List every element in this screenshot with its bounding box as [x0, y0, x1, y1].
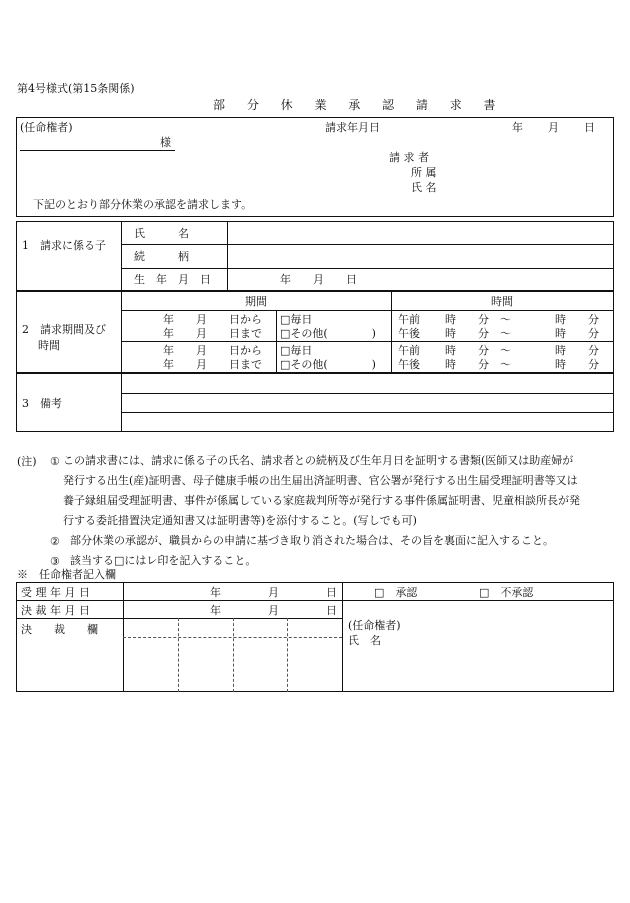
form-number: 第4号様式(第15条関係) — [17, 82, 135, 95]
period-row-2-ampm: 午後 — [398, 327, 420, 340]
period-row-3-ampm: 午前 — [398, 344, 420, 357]
request-date-year: 年 — [512, 121, 523, 134]
time-header: 時間 — [491, 295, 513, 308]
period-row-3-time: 時 分 ～ 時 分 — [445, 344, 599, 357]
notes-prefix: (注) — [17, 455, 37, 468]
requester-label: 請 求 者 — [389, 151, 429, 164]
period-row-1-time: 時 分 ～ 時 分 — [445, 313, 599, 326]
period-section-label-2: 時間 — [38, 339, 60, 352]
request-statement: 下記のとおり部分休業の承認を請求します。 — [33, 198, 253, 211]
period-row-1-date: 年 月 日から — [163, 313, 262, 326]
period-row-1-option: □毎日 — [280, 313, 313, 326]
period-row-3-date: 年 月 日から — [163, 344, 262, 357]
note-3-mark: ③ — [50, 555, 60, 568]
appointer-label: (任命権者) — [20, 121, 73, 134]
decision-column-label: 決 裁 欄 — [21, 623, 98, 636]
child-birth-label: 生 年 月 日 — [134, 273, 211, 286]
request-date-day: 日 — [584, 121, 595, 134]
child-name-label: 氏 名 — [134, 227, 189, 240]
appointer-name-label: (任命権者) — [348, 619, 401, 632]
note-1-mark: ① — [50, 455, 60, 468]
affiliation-label: 所 属 — [411, 166, 437, 179]
appointer-signature-label: 氏 名 — [348, 634, 381, 647]
period-row-2-time: 時 分 ～ 時 分 — [445, 327, 599, 340]
period-row-2-option: □その他( ) — [280, 327, 376, 340]
decision-day: 日 — [326, 604, 337, 617]
receipt-year: 年 — [210, 586, 221, 599]
note-1-line-1: この請求書には、請求に係る子の氏名、請求者との続柄及び生年月日を証明する書類(医師又は助産婦が — [63, 454, 574, 467]
note-2-mark: ② — [50, 535, 60, 548]
name-label: 氏 名 — [411, 181, 437, 194]
period-row-3-option: □毎日 — [280, 344, 313, 357]
child-relation-label: 続 柄 — [134, 250, 189, 263]
period-section-label-1: 2 請求期間及び — [22, 323, 106, 336]
period-row-4-date: 年 月 日まで — [163, 358, 262, 371]
receipt-month: 月 — [268, 586, 279, 599]
page-title: 部 分 休 業 承 認 請 求 書 — [213, 98, 505, 112]
remarks-section — [16, 373, 614, 432]
sama-label: 様 — [160, 136, 171, 149]
note-3: 該当する□にはレ印を記入すること。 — [70, 554, 257, 567]
child-section-label: 1 請求に係る子 — [22, 239, 106, 252]
decision-month: 月 — [268, 604, 279, 617]
disapprove-checkbox: □ 不承認 — [479, 586, 534, 599]
receipt-day: 日 — [326, 586, 337, 599]
request-date-month: 月 — [548, 121, 559, 134]
request-date-label: 請求年月日 — [325, 121, 380, 134]
period-row-1-ampm: 午前 — [398, 313, 420, 326]
decision-date-label: 決 裁 年 月 日 — [21, 604, 90, 617]
approve-checkbox: □ 承認 — [374, 586, 418, 599]
period-row-4-option: □その他( ) — [280, 358, 376, 371]
period-row-4-ampm: 午後 — [398, 358, 420, 371]
remarks-label: 3 備考 — [22, 397, 62, 410]
note-1-line-3: 養子縁組届受理証明書、事件が係属している家庭裁判所等が発行する事件係属証明書、児童相談所長が発 — [63, 494, 580, 507]
period-row-4-time: 時 分 ～ 時 分 — [445, 358, 599, 371]
appointer-underline — [20, 150, 175, 151]
appointer-section-title: ※ 任命権者記入欄 — [17, 568, 116, 581]
note-1-line-2: 発行する出生(産)証明書、母子健康手帳の出生届出済証明書、官公署が発行する出生届受理証明書等又は — [63, 474, 578, 487]
decision-year: 年 — [210, 604, 221, 617]
receipt-date-label: 受 理 年 月 日 — [21, 586, 90, 599]
note-1-line-4: 行する委託措置決定通知書又は証明書等)を添付すること。(写しでも可) — [63, 514, 417, 527]
period-row-2-date: 年 月 日まで — [163, 327, 262, 340]
note-2: 部分休業の承認が、職員からの申請に基づき取り消された場合は、その旨を裏面に記入すること。 — [70, 534, 554, 547]
period-header: 期間 — [245, 295, 267, 308]
child-birth-value: 年 月 日 — [280, 273, 357, 286]
